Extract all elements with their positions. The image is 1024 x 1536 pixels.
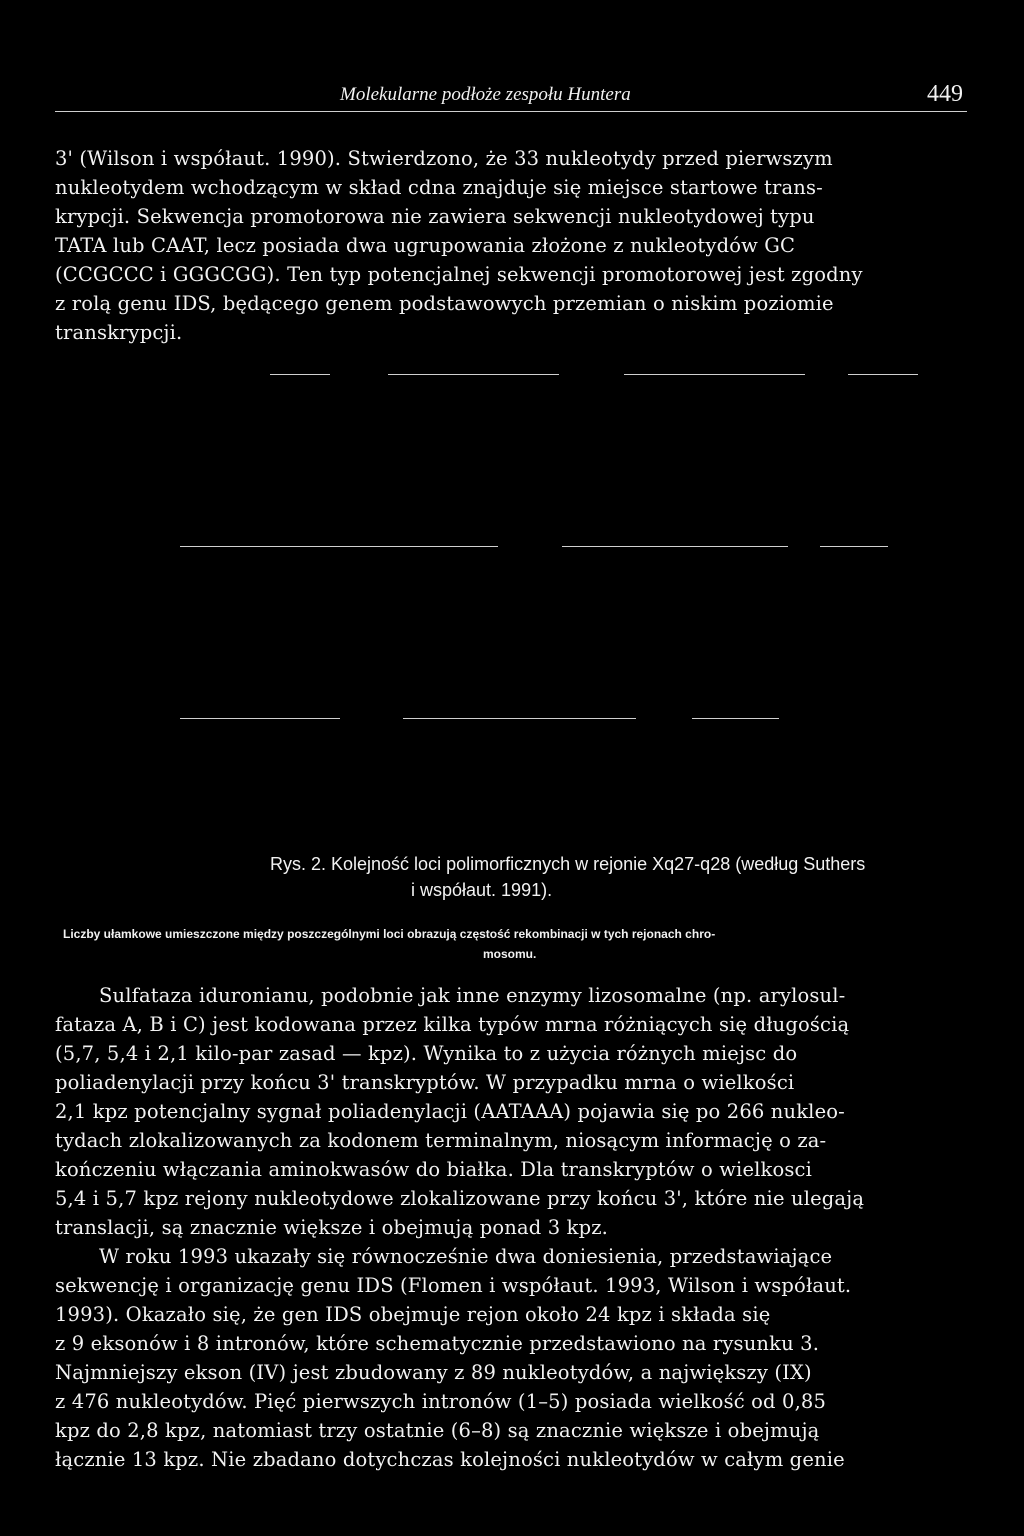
figure-line-segment (403, 718, 636, 719)
text-line: kończeniu włączania aminokwasów do białka. Dla transkryptów o wielkosci (55, 1158, 812, 1181)
page-header (55, 81, 967, 114)
header-rule (55, 111, 967, 112)
text-line: z 9 eksonów i 8 intronów, które schematycznie przedstawiono na rysunku 3. (55, 1332, 820, 1355)
figure-note: Liczby ułamkowe umieszczone między poszczególnymi loci obrazują częstość rekombinacji w tych rejonach chro- (63, 927, 716, 941)
text-line: kpz do 2,8 kpz, natomiast trzy ostatnie (6–8) są znacznie większe i obejmują (55, 1419, 820, 1442)
text-line: 2,1 kpz potencjalny sygnał poliadenylacji (AATAAA) pojawia się po 266 nukleo- (55, 1100, 845, 1123)
text-line: krypcji. Sekwencja promotorowa nie zawiera sekwencji nukleotydowej typu (55, 205, 815, 228)
text-line: fataza A, B i C) jest kodowana przez kilka typów mrna różniących się długością (55, 1013, 850, 1036)
text-line: z rolą genu IDS, będącego genem podstawowych przemian o niskim poziomie (55, 292, 834, 315)
text-line: nukleotydem wchodzącym w skład cdna znajduje się miejsce startowe trans- (55, 176, 823, 199)
text-line: tydach zlokalizowanych za kodonem terminalnym, niosącym informację o za- (55, 1129, 827, 1152)
figure-line-segment (180, 546, 498, 547)
text-line: 3' (Wilson i współaut. 1990). Stwierdzono, że 33 nukleotydy przed pierwszym (55, 147, 833, 170)
figure-caption: Rys. 2. Kolejność loci polimorficznych w rejonie Xq27-q28 (według Suthers (270, 854, 866, 874)
figure-line-segment (562, 546, 788, 547)
page-number: 449 (927, 81, 963, 107)
running-title: Molekularne podłoże zespołu Huntera (340, 84, 631, 105)
text-line: Sulfataza iduronianu, podobnie jak inne enzymy lizosomalne (np. arylosul- (99, 984, 846, 1007)
figure-line-segment (820, 546, 888, 547)
text-line: Najmniejszy ekson (IV) jest zbudowany z 89 nukleotydów, a największy (IX) (55, 1361, 812, 1384)
text-line: (5,7, 5,4 i 2,1 kilo-par zasad — kpz). Wynika to z użycia różnych miejsc do (55, 1042, 798, 1065)
figure-line-segment (180, 718, 340, 719)
text-line: (CCGCCC i GGGCGG). Ten typ potencjalnej sekwencji promotorowej jest zgodny (55, 263, 863, 286)
text-line: transkrypcji. (55, 321, 183, 344)
text-line: 1993). Okazało się, że gen IDS obejmuje rejon około 24 kpz i składa się (55, 1303, 771, 1326)
text-line: translacji, są znacznie większe i obejmują ponad 3 kpz. (55, 1216, 609, 1239)
figure-note: mosomu. (483, 947, 537, 961)
figure-line-segment (848, 374, 918, 375)
text-line: 5,4 i 5,7 kpz rejony nukleotydowe zlokalizowane przy końcu 3', które nie ulegają (55, 1187, 865, 1210)
text-line: poliadenylacji przy końcu 3' transkryptów. W przypadku mrna o wielkości (55, 1071, 795, 1094)
text-line: sekwencję i organizację genu IDS (Flomen i współaut. 1993, Wilson i współaut. (55, 1274, 852, 1297)
figure-caption: i współaut. 1991). (411, 880, 553, 900)
text-line: W roku 1993 ukazały się równocześnie dwa doniesienia, przedstawiające (99, 1245, 833, 1268)
text-line: łącznie 13 kpz. Nie zbadano dotychczas kolejności nukleotydów w całym genie (55, 1448, 845, 1471)
text-line: z 476 nukleotydów. Pięć pierwszych intronów (1–5) posiada wielkość od 0,85 (55, 1390, 827, 1413)
figure-line-segment (692, 718, 779, 719)
figure-line-segment (388, 374, 559, 375)
text-line: TATA lub CAAT, lecz posiada dwa ugrupowania złożone z nukleotydów GC (55, 234, 796, 257)
figure-line-segment (624, 374, 805, 375)
figure-line-segment (270, 374, 330, 375)
